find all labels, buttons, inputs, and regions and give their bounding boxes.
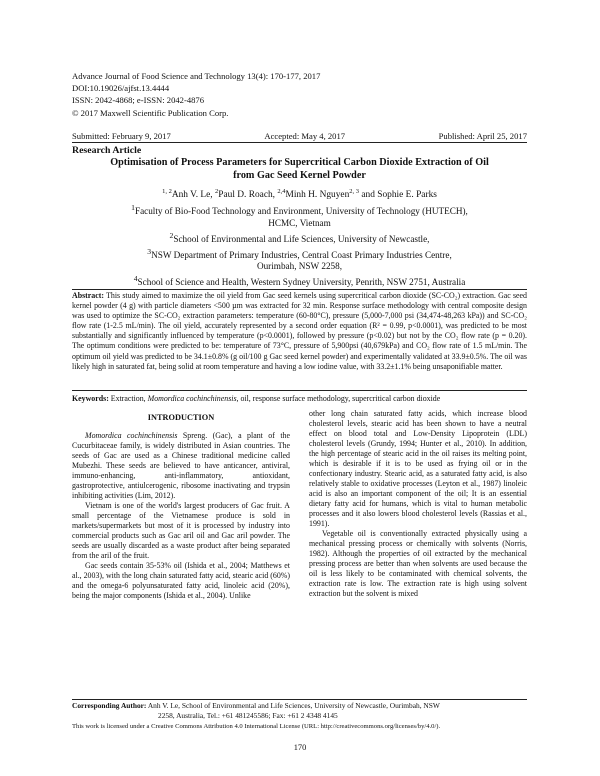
dates-row <box>72 131 527 141</box>
affiliation-line <box>72 246 527 262</box>
affiliation-line: HCMC, Vietnam <box>268 217 331 228</box>
affiliation-line: Ourimbah, NSW 2258, <box>256 261 343 272</box>
right-column <box>309 409 527 599</box>
corr-line: 2258, Australia, Tel.: +61 481245586; Fax: +61 2 4348 4145 <box>158 710 338 720</box>
journal-header <box>72 70 320 119</box>
corr-line <box>72 701 527 711</box>
author-name: and Sophie E. Parks <box>359 190 437 201</box>
affiliation-line <box>72 202 527 218</box>
published-date: Published: April 25, 2017 <box>438 131 527 141</box>
author-list <box>72 186 527 201</box>
corr-text: Anh V. Le, School of Environmental and Life Sciences, University of Newcastle, Ourimbah, NSW <box>146 701 440 710</box>
affiliation-line <box>72 273 527 289</box>
species-name: Momordica cochinchinensis <box>85 431 178 440</box>
left-column <box>72 409 290 601</box>
abstract-top-divider <box>72 289 527 290</box>
affiliations <box>72 202 527 289</box>
paragraph-text: Spreng. (Gac), a plant of the Cucurbitaceae family, is widely distributed in Asian countries. The seeds of Gac are used as a Chinese traditional medicine called Mubezhi. These seeds are believed to have anticancer, antiviral, immuno-enhancing, anti-inflammatory, antioxidant, gastroprotective, antiulcerogenic, ribosome inactivating and trypsin inhibiting activities (Lim, 2012). <box>72 431 290 500</box>
accepted-date: Accepted: May 4, 2017 <box>264 131 346 141</box>
copyright: © 2017 Maxwell Scientific Publication Corp. <box>72 107 229 118</box>
keywords-label: Keywords: <box>72 394 109 403</box>
journal-citation: Advance Journal of Food Science and Technology 13(4): 170-177, 2017 <box>72 71 321 81</box>
title-line-1: Optimisation of Process Parameters for Supercritical Carbon Dioxide Extraction of Oil <box>110 157 489 168</box>
author-sup: 2 <box>215 188 219 195</box>
abstract-text: This study aimed to maximize the oil yield from Gac seed kernels using supercritical carbon dioxide (SC-CO₂) extraction. Gac seed kernel powder (4 g) with particle diameters <500 µm was extracted for 32 min. Response surface methodology with central composite design was used to optimize the SC-CO₂ extraction parameters: temperature (60-80°C), pressure (5,000-7,000 psi (34,474-48,263 kPa)) and SC-CO₂ flow rate (1-2.5 mL/min). The oil yield, accurately represented by a second order equation (R² = 0.99, p<0.0001), was predicted to be most substantially and significantly influenced by temperature (p<0.0001), followed by pressure (p<0.02) but not by the CO₂ flow rate (p = 0.20). The optimum conditions were predicted to be: temperature of 73°C, pressure of 5,900psi (40,679kPa) and CO₂ flow rate of 1.5 mL/min. The optimum oil yield was predicted to be 34.1±0.8% (g oil/100 g Gac seed kernel powder) and experimentally validated at 33.9±0.5%. The oil was likely high in saturated fat, being solid at room temperature and having a low iodine value, with 33.2±1.1% being unsaponifiable matter. <box>72 291 527 371</box>
affiliation-sup: 3 <box>147 246 152 256</box>
affiliation-sup: 2 <box>169 230 174 240</box>
header-divider <box>72 142 527 143</box>
author-sup: 2,4 <box>277 188 286 195</box>
affiliation-line <box>72 230 527 246</box>
paragraph: Vietnam is one of the world's largest producers of Gac fruit. A small percentage of the Vietnamese produce is sold in markets/supermarkets but most of it is processed by industry into commercial products such as Gac aril oil and Gac aril powder. The seeds are usually discarded as a waste product after being separated from the aril of the fruit. <box>72 501 290 560</box>
corr-label: Corresponding Author: <box>72 701 147 710</box>
doi: DOI:10.19026/ajfst.13.4444 <box>72 83 170 94</box>
author-name: Anh V. Le, <box>171 190 215 201</box>
corresponding-author <box>72 701 527 720</box>
license-note: This work is licensed under a Creative Commons Attribution 4.0 International License (URL: http://creativecommons.org/licenses/by/4.0/). <box>72 723 441 730</box>
abstract-bottom-divider <box>72 390 527 391</box>
author-name: Paul D. Roach, <box>218 190 278 201</box>
affiliation-text: School of Science and Health, Western Sydney University, Penrith, NSW 2751, Australia <box>137 277 466 288</box>
paragraph: Vegetable oil is conventionally extracted physically using a mechanical pressing process or chemically with solvents (Norris, 1982). Although the properties of oil extracted by the mechanical pressing process are better than when solvents are used because the oil is less likely to be contaminated with chemical solvents, the extraction rate is low. The extraction rate is high using solvent extraction but the solvent is mixed <box>309 529 527 598</box>
author-sup: 1, 2 <box>162 188 172 195</box>
affiliation-text: Faculty of Bio-Food Technology and Environment, University of Technology (HUTECH), <box>134 206 468 217</box>
paragraph: Gac seeds contain 35-53% oil (Ishida et al., 2004; Matthews et al., 2003), with the long chain saturated fatty acid, stearic acid (60%) and the omega-6 polyunsaturated fatty acid, linoleic acid (20%), being the major components (Ishida et al., 2004). Unlike <box>72 561 291 600</box>
page-number: 170 <box>293 743 307 752</box>
section-heading: INTRODUCTION <box>147 413 215 422</box>
paragraph <box>72 431 290 501</box>
keywords-species: Momordica cochinchinensis <box>147 394 237 403</box>
affiliation-sup: 1 <box>131 203 135 212</box>
abstract <box>72 291 527 372</box>
affiliation-text: School of Environmental and Life Sciences, University of Newcastle, <box>173 233 430 244</box>
author-sup: 2, 3 <box>349 188 360 195</box>
title-line-2: from Gac Seed Kernel Powder <box>233 170 366 181</box>
article-type: Research Article <box>72 145 142 156</box>
issn: ISSN: 2042-4868; e-ISSN: 2042-4876 <box>72 95 205 106</box>
footer-divider <box>72 699 527 700</box>
abstract-label: Abstract: <box>72 291 104 300</box>
article-title <box>72 156 527 182</box>
affiliation-sup: 4 <box>133 274 138 284</box>
affiliation-text: NSW Department of Primary Industries, Central Coast Primary Industries Centre, <box>151 249 452 260</box>
paragraph: other long chain saturated fatty acids, which increase blood cholesterol levels, stearic acid has been shown to have a neutral effect on blood total and Low-Density Lipoprotein (LDL) cholesterol levels (Grundy, 1994; Hunter et al., 2010). In addition, the high percentage of stearic acid in the oil raises its melting point, which is desirable if it is to be used as frying oil or in the confectionary industry. Stearic acid, as a saturated fatty acid, is also relatively stable to oxidative processes (Leyton et al., 1987) linoleic acid is also an important component of the oil; It is an essential dietary fatty acid for humans, which is vital to human metabolic processes and it also lowers blood cholesterol levels (Rassias et al., 1991). <box>309 409 527 528</box>
author-name: Minh H. Nguyen <box>285 190 350 201</box>
keywords-text: , oil, response surface methodology, supercritical carbon dioxide <box>236 394 441 403</box>
submitted-date: Submitted: February 9, 2017 <box>72 131 171 141</box>
keywords-text: Extraction, <box>108 394 148 403</box>
keywords <box>72 394 527 404</box>
